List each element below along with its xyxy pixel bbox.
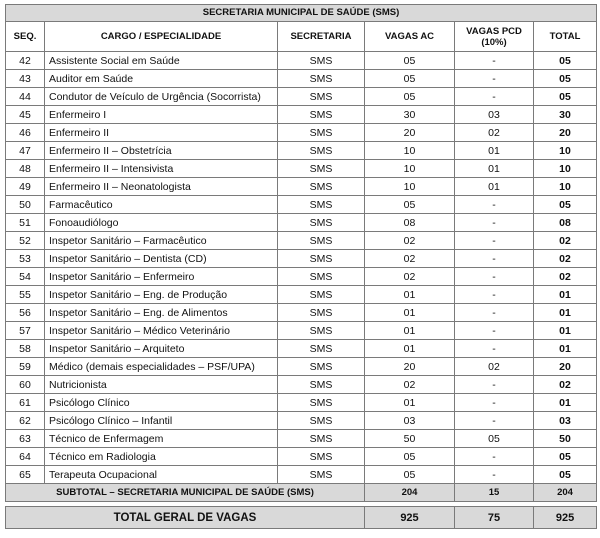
cell-vagas-ac: 01	[365, 286, 455, 304]
cell-total: 05	[534, 196, 597, 214]
cell-vagas-pcd: -	[455, 214, 534, 232]
cell-total: 20	[534, 358, 597, 376]
cell-vagas-ac: 10	[365, 160, 455, 178]
table-row	[6, 232, 597, 250]
cell-vagas-ac: 05	[365, 466, 455, 484]
cell-vagas-pcd: -	[455, 88, 534, 106]
cell-vagas-pcd: 05	[455, 430, 534, 448]
grand-total-total: 925	[534, 507, 597, 529]
cell-cargo: Farmacêutico	[45, 196, 278, 214]
table-row	[6, 394, 597, 412]
cell-seq: 62	[6, 412, 45, 430]
cell-vagas-pcd: -	[455, 466, 534, 484]
subtotal-pcd: 15	[455, 484, 534, 502]
cell-cargo: Psicólogo Clínico – Infantil	[45, 412, 278, 430]
cell-secretaria: SMS	[278, 358, 365, 376]
cell-cargo: Terapeuta Ocupacional	[45, 466, 278, 484]
cell-vagas-pcd: -	[455, 412, 534, 430]
cell-vagas-ac: 01	[365, 394, 455, 412]
cell-vagas-pcd: -	[455, 286, 534, 304]
cell-cargo: Enfermeiro II – Neonatologista	[45, 178, 278, 196]
cell-cargo: Enfermeiro I	[45, 106, 278, 124]
table-row	[6, 70, 597, 88]
table-row	[6, 412, 597, 430]
cell-vagas-pcd: -	[455, 376, 534, 394]
cell-cargo: Inspetor Sanitário – Médico Veterinário	[45, 322, 278, 340]
cell-secretaria: SMS	[278, 160, 365, 178]
cell-total: 08	[534, 214, 597, 232]
cell-vagas-ac: 02	[365, 268, 455, 286]
cell-seq: 43	[6, 70, 45, 88]
cell-seq: 46	[6, 124, 45, 142]
table-row	[6, 322, 597, 340]
cell-vagas-ac: 01	[365, 304, 455, 322]
cell-cargo: Inspetor Sanitário – Eng. de Produção	[45, 286, 278, 304]
cell-total: 01	[534, 394, 597, 412]
cell-vagas-pcd: 01	[455, 160, 534, 178]
cell-vagas-pcd: -	[455, 196, 534, 214]
cell-vagas-pcd: -	[455, 394, 534, 412]
cell-vagas-ac: 10	[365, 178, 455, 196]
cell-cargo: Fonoaudiólogo	[45, 214, 278, 232]
table-title-row	[6, 5, 597, 22]
cell-vagas-ac: 05	[365, 70, 455, 88]
cell-cargo: Enfermeiro II – Intensivista	[45, 160, 278, 178]
cell-cargo: Inspetor Sanitário – Arquiteto	[45, 340, 278, 358]
cell-cargo: Enfermeiro II	[45, 124, 278, 142]
cell-total: 01	[534, 322, 597, 340]
cell-vagas-ac: 02	[365, 376, 455, 394]
cell-secretaria: SMS	[278, 52, 365, 70]
cell-vagas-pcd: -	[455, 70, 534, 88]
grand-total-ac: 925	[365, 507, 455, 529]
table-header-row	[6, 22, 597, 52]
cell-cargo: Nutricionista	[45, 376, 278, 394]
cell-secretaria: SMS	[278, 88, 365, 106]
table-row	[6, 448, 597, 466]
cell-total: 05	[534, 88, 597, 106]
vacancy-table	[5, 4, 597, 529]
subtotal-ac: 204	[365, 484, 455, 502]
cell-seq: 52	[6, 232, 45, 250]
cell-vagas-ac: 05	[365, 448, 455, 466]
cell-total: 10	[534, 178, 597, 196]
header-vagas-pcd-note: (10%)	[481, 36, 507, 48]
table-row	[6, 376, 597, 394]
cell-secretaria: SMS	[278, 124, 365, 142]
cell-seq: 47	[6, 142, 45, 160]
cell-cargo: Médico (demais especialidades – PSF/UPA)	[45, 358, 278, 376]
cell-total: 50	[534, 430, 597, 448]
header-secretaria: SECRETARIA	[278, 22, 365, 52]
cell-seq: 60	[6, 376, 45, 394]
cell-seq: 44	[6, 88, 45, 106]
table-row	[6, 358, 597, 376]
cell-secretaria: SMS	[278, 142, 365, 160]
header-vagas-pcd	[455, 22, 534, 52]
cell-vagas-ac: 10	[365, 142, 455, 160]
table-row	[6, 286, 597, 304]
table-row	[6, 304, 597, 322]
cell-vagas-ac: 03	[365, 412, 455, 430]
cell-secretaria: SMS	[278, 106, 365, 124]
cell-vagas-pcd: -	[455, 52, 534, 70]
cell-seq: 53	[6, 250, 45, 268]
table-row	[6, 250, 597, 268]
cell-vagas-ac: 08	[365, 214, 455, 232]
header-vagas-ac: VAGAS AC	[365, 22, 455, 52]
cell-secretaria: SMS	[278, 268, 365, 286]
table-row	[6, 430, 597, 448]
cell-seq: 56	[6, 304, 45, 322]
cell-cargo: Inspetor Sanitário – Farmacêutico	[45, 232, 278, 250]
cell-vagas-ac: 02	[365, 250, 455, 268]
cell-cargo: Inspetor Sanitário – Eng. de Alimentos	[45, 304, 278, 322]
cell-total: 30	[534, 106, 597, 124]
cell-cargo: Inspetor Sanitário – Enfermeiro	[45, 268, 278, 286]
cell-total: 05	[534, 70, 597, 88]
cell-vagas-ac: 20	[365, 358, 455, 376]
cell-vagas-pcd: 02	[455, 124, 534, 142]
cell-total: 01	[534, 340, 597, 358]
cell-secretaria: SMS	[278, 430, 365, 448]
cell-vagas-ac: 20	[365, 124, 455, 142]
cell-secretaria: SMS	[278, 286, 365, 304]
cell-vagas-ac: 01	[365, 322, 455, 340]
cell-secretaria: SMS	[278, 448, 365, 466]
cell-secretaria: SMS	[278, 304, 365, 322]
table-row	[6, 268, 597, 286]
cell-vagas-pcd: -	[455, 250, 534, 268]
table-row	[6, 142, 597, 160]
cell-seq: 58	[6, 340, 45, 358]
cell-vagas-ac: 05	[365, 196, 455, 214]
table-row	[6, 160, 597, 178]
cell-total: 02	[534, 232, 597, 250]
cell-total: 01	[534, 286, 597, 304]
cell-seq: 55	[6, 286, 45, 304]
cell-secretaria: SMS	[278, 322, 365, 340]
cell-total: 10	[534, 142, 597, 160]
table-row	[6, 466, 597, 484]
cell-secretaria: SMS	[278, 466, 365, 484]
cell-seq: 49	[6, 178, 45, 196]
cell-vagas-ac: 30	[365, 106, 455, 124]
cell-total: 05	[534, 466, 597, 484]
cell-cargo: Assistente Social em Saúde	[45, 52, 278, 70]
cell-seq: 42	[6, 52, 45, 70]
cell-vagas-pcd: 03	[455, 106, 534, 124]
table-row	[6, 214, 597, 232]
header-seq: SEQ.	[6, 22, 45, 52]
cell-seq: 48	[6, 160, 45, 178]
table-row	[6, 196, 597, 214]
cell-secretaria: SMS	[278, 376, 365, 394]
cell-cargo: Técnico em Radiologia	[45, 448, 278, 466]
grand-total-pcd: 75	[455, 507, 534, 529]
subtotal-row	[6, 484, 597, 502]
grand-total-label: TOTAL GERAL DE VAGAS	[6, 507, 365, 529]
cell-vagas-ac: 05	[365, 88, 455, 106]
cell-cargo: Enfermeiro II – Obstetrícia	[45, 142, 278, 160]
table-title: SECRETARIA MUNICIPAL DE SAÚDE (SMS)	[6, 5, 597, 22]
cell-cargo: Condutor de Veículo de Urgência (Socorrista)	[45, 88, 278, 106]
cell-total: 05	[534, 52, 597, 70]
cell-secretaria: SMS	[278, 178, 365, 196]
table-body	[6, 52, 597, 484]
cell-seq: 61	[6, 394, 45, 412]
header-vagas-pcd-label: VAGAS PCD	[466, 25, 522, 37]
table-row	[6, 178, 597, 196]
cell-vagas-pcd: -	[455, 232, 534, 250]
header-cargo: CARGO / ESPECIALIDADE	[45, 22, 278, 52]
cell-vagas-ac: 05	[365, 52, 455, 70]
cell-vagas-ac: 01	[365, 340, 455, 358]
cell-vagas-ac: 02	[365, 232, 455, 250]
table-row	[6, 340, 597, 358]
cell-total: 01	[534, 304, 597, 322]
cell-cargo: Psicólogo Clínico	[45, 394, 278, 412]
cell-vagas-pcd: -	[455, 322, 534, 340]
cell-vagas-pcd: 01	[455, 142, 534, 160]
cell-vagas-pcd: -	[455, 304, 534, 322]
cell-total: 20	[534, 124, 597, 142]
cell-cargo: Técnico de Enfermagem	[45, 430, 278, 448]
cell-secretaria: SMS	[278, 214, 365, 232]
table-row	[6, 124, 597, 142]
subtotal-total: 204	[534, 484, 597, 502]
cell-vagas-ac: 50	[365, 430, 455, 448]
cell-total: 02	[534, 376, 597, 394]
cell-cargo: Inspetor Sanitário – Dentista (CD)	[45, 250, 278, 268]
cell-secretaria: SMS	[278, 250, 365, 268]
cell-secretaria: SMS	[278, 70, 365, 88]
table-row	[6, 52, 597, 70]
cell-total: 10	[534, 160, 597, 178]
cell-seq: 57	[6, 322, 45, 340]
cell-total: 03	[534, 412, 597, 430]
grand-total-row	[6, 507, 597, 529]
header-total: TOTAL	[534, 22, 597, 52]
cell-seq: 63	[6, 430, 45, 448]
table-row	[6, 88, 597, 106]
cell-total: 02	[534, 268, 597, 286]
cell-seq: 51	[6, 214, 45, 232]
cell-seq: 59	[6, 358, 45, 376]
table-row	[6, 106, 597, 124]
subtotal-label: SUBTOTAL – SECRETARIA MUNICIPAL DE SAÚDE (SMS)	[6, 484, 365, 502]
cell-vagas-pcd: -	[455, 448, 534, 466]
cell-secretaria: SMS	[278, 232, 365, 250]
cell-vagas-pcd: -	[455, 268, 534, 286]
cell-seq: 54	[6, 268, 45, 286]
cell-seq: 65	[6, 466, 45, 484]
cell-secretaria: SMS	[278, 394, 365, 412]
cell-cargo: Auditor em Saúde	[45, 70, 278, 88]
cell-total: 02	[534, 250, 597, 268]
cell-secretaria: SMS	[278, 412, 365, 430]
cell-secretaria: SMS	[278, 340, 365, 358]
cell-vagas-pcd: -	[455, 340, 534, 358]
cell-vagas-pcd: 01	[455, 178, 534, 196]
cell-total: 05	[534, 448, 597, 466]
cell-secretaria: SMS	[278, 196, 365, 214]
cell-seq: 45	[6, 106, 45, 124]
cell-vagas-pcd: 02	[455, 358, 534, 376]
cell-seq: 50	[6, 196, 45, 214]
cell-seq: 64	[6, 448, 45, 466]
